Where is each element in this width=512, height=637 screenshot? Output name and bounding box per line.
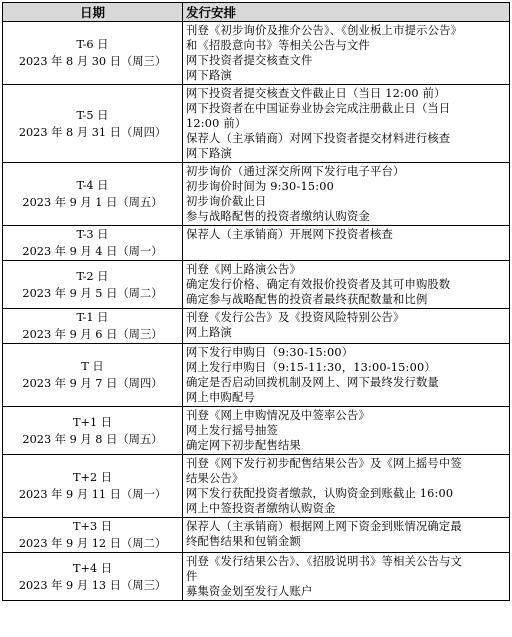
plan-line: 保荐人（主承销商）开展网下投资者核查 bbox=[186, 228, 393, 241]
table-row bbox=[3, 309, 510, 344]
plan-cell bbox=[183, 518, 510, 553]
plan-line: 刊登《网上申购情况及中签率公告》 bbox=[186, 409, 370, 422]
plan-line: 网上路演 bbox=[186, 326, 232, 339]
table-row bbox=[3, 518, 510, 553]
day-label: T-6 日 bbox=[76, 38, 109, 51]
date-cell bbox=[3, 309, 183, 344]
plan-line: 参与战略配售的投资者缴纳认购资金 bbox=[186, 210, 370, 223]
plan-line: 初步询价（通过深交所网下发行电子平台） bbox=[186, 165, 405, 178]
plan-cell bbox=[183, 455, 510, 518]
plan-line: 12:00 前） bbox=[186, 117, 247, 130]
date-cell bbox=[3, 455, 183, 518]
table-body bbox=[3, 22, 510, 601]
calendar-date: 2023 年 9 月 1 日（周五） bbox=[22, 196, 163, 209]
plan-line: 网下投资者提交核查文件截止日（当日 12:00 前） bbox=[186, 87, 446, 100]
table-row bbox=[3, 226, 510, 261]
date-cell bbox=[3, 226, 183, 261]
plan-line: 刊登《网上路演公告》 bbox=[186, 263, 301, 276]
table-row bbox=[3, 344, 510, 407]
plan-line: 保荐人（主承销商）根据网上网下资金到账情况确定最 bbox=[186, 520, 462, 533]
calendar-date: 2023 年 9 月 5 日（周二） bbox=[22, 286, 163, 300]
plan-line: 网下路演 bbox=[186, 147, 232, 160]
calendar-date: 2023 年 9 月 6 日（周三） bbox=[22, 328, 163, 341]
plan-line: 确定网下初步配售结果 bbox=[186, 439, 301, 452]
plan-cell bbox=[183, 22, 510, 85]
date-cell bbox=[3, 518, 183, 553]
plan-line: 确定发行价格、确定有效报价投资者及其可申购股数 bbox=[186, 278, 451, 291]
plan-line: 确定参与战略配售的投资者最终获配数量和比例 bbox=[186, 293, 428, 306]
plan-cell bbox=[183, 85, 510, 163]
plan-cell bbox=[183, 309, 510, 344]
day-label: T-5 日 bbox=[76, 108, 109, 122]
calendar-date: 2023 年 9 月 7 日（周四） bbox=[22, 377, 163, 390]
date-cell bbox=[3, 22, 183, 85]
calendar-date: 2023 年 8 月 31 日（周四） bbox=[18, 125, 167, 139]
date-cell bbox=[3, 407, 183, 455]
day-label: T+3 日 bbox=[72, 520, 113, 533]
day-label: T 日 bbox=[81, 360, 104, 373]
plan-line: 网下投资者提交核查文件 bbox=[186, 54, 313, 67]
plan-cell bbox=[183, 163, 510, 226]
date-cell bbox=[3, 85, 183, 163]
day-label: T+1 日 bbox=[72, 415, 113, 429]
plan-line: 刊登《网下发行初步配售结果公告》及《网上摇号中签 bbox=[186, 457, 462, 470]
day-label: T+2 日 bbox=[72, 471, 113, 484]
plan-line: 网上申购配号 bbox=[186, 391, 255, 404]
table-row bbox=[3, 261, 510, 309]
plan-line: 刊登《初步询价及推介公告》、《创业板上市提示公告》 bbox=[186, 24, 463, 37]
plan-line: 网下路演 bbox=[186, 69, 232, 82]
day-label: T-3 日 bbox=[76, 228, 109, 241]
plan-line: 保荐人（主承销商）对网下投资者提交材料进行核查 bbox=[186, 132, 451, 145]
plan-cell bbox=[183, 407, 510, 455]
plan-line: 网下发行获配投资者缴款，认购资金到账截止 16:00 bbox=[186, 487, 454, 500]
plan-line: 网上发行摇号抽签 bbox=[186, 424, 278, 437]
issuance-schedule-table bbox=[2, 2, 510, 601]
plan-line: 初步询价时间为 9:30-15:00 bbox=[186, 180, 335, 193]
plan-line: 网下发行申购日（9:30-15:00） bbox=[186, 346, 354, 359]
date-cell bbox=[3, 163, 183, 226]
table-row bbox=[3, 455, 510, 518]
plan-cell bbox=[183, 553, 510, 601]
plan-line: 网上发行申购日（9:15-11:30，13:00-15:00） bbox=[186, 361, 436, 374]
calendar-date: 2023 年 9 月 4 日（周一） bbox=[22, 245, 163, 258]
plan-line: 网下投资者在中国证券业协会完成注册截止日（当日 bbox=[186, 102, 451, 115]
date-cell bbox=[3, 344, 183, 407]
plan-line: 网上中签投资者缴纳认购资金 bbox=[186, 502, 336, 515]
plan-line: 和《招股意向书》等相关公告与文件 bbox=[186, 39, 370, 52]
day-label: T-1 日 bbox=[76, 311, 109, 324]
table-row bbox=[3, 553, 510, 601]
plan-line: 确定是否启动回拨机制及网上、网下最终发行数量 bbox=[186, 376, 439, 389]
date-cell bbox=[3, 553, 183, 601]
plan-line: 募集资金划至发行人账户 bbox=[186, 585, 313, 598]
header-date: 日期 bbox=[3, 3, 183, 22]
plan-line: 件 bbox=[186, 570, 198, 583]
calendar-date: 2023 年 9 月 8 日（周五） bbox=[22, 432, 163, 446]
table-row bbox=[3, 22, 510, 85]
calendar-date: 2023 年 9 月 11 日（周一） bbox=[18, 488, 167, 501]
plan-cell bbox=[183, 261, 510, 309]
calendar-date: 2023 年 8 月 30 日（周三） bbox=[18, 55, 167, 68]
day-label: T-4 日 bbox=[76, 179, 109, 192]
plan-line: 刊登《发行结果公告》、《招股说明书》等相关公告与文 bbox=[186, 555, 463, 568]
header-plan: 发行安排 bbox=[183, 3, 510, 22]
plan-line: 刊登《发行公告》及《投资风险特别公告》 bbox=[186, 311, 405, 324]
plan-cell bbox=[183, 226, 510, 261]
table-row bbox=[3, 407, 510, 455]
table-row bbox=[3, 85, 510, 163]
table-row bbox=[3, 163, 510, 226]
plan-line: 终配售结果和包销金额 bbox=[186, 535, 301, 548]
calendar-date: 2023 年 9 月 12 日（周二） bbox=[18, 537, 167, 550]
table-header-row bbox=[3, 3, 510, 22]
calendar-date: 2023 年 9 月 13 日（周三） bbox=[18, 578, 167, 592]
plan-line: 结果公告》 bbox=[186, 472, 244, 485]
date-cell bbox=[3, 261, 183, 309]
day-label: T-2 日 bbox=[76, 269, 109, 283]
day-label: T+4 日 bbox=[72, 561, 113, 575]
plan-cell bbox=[183, 344, 510, 407]
plan-line: 初步询价截止日 bbox=[186, 195, 267, 208]
